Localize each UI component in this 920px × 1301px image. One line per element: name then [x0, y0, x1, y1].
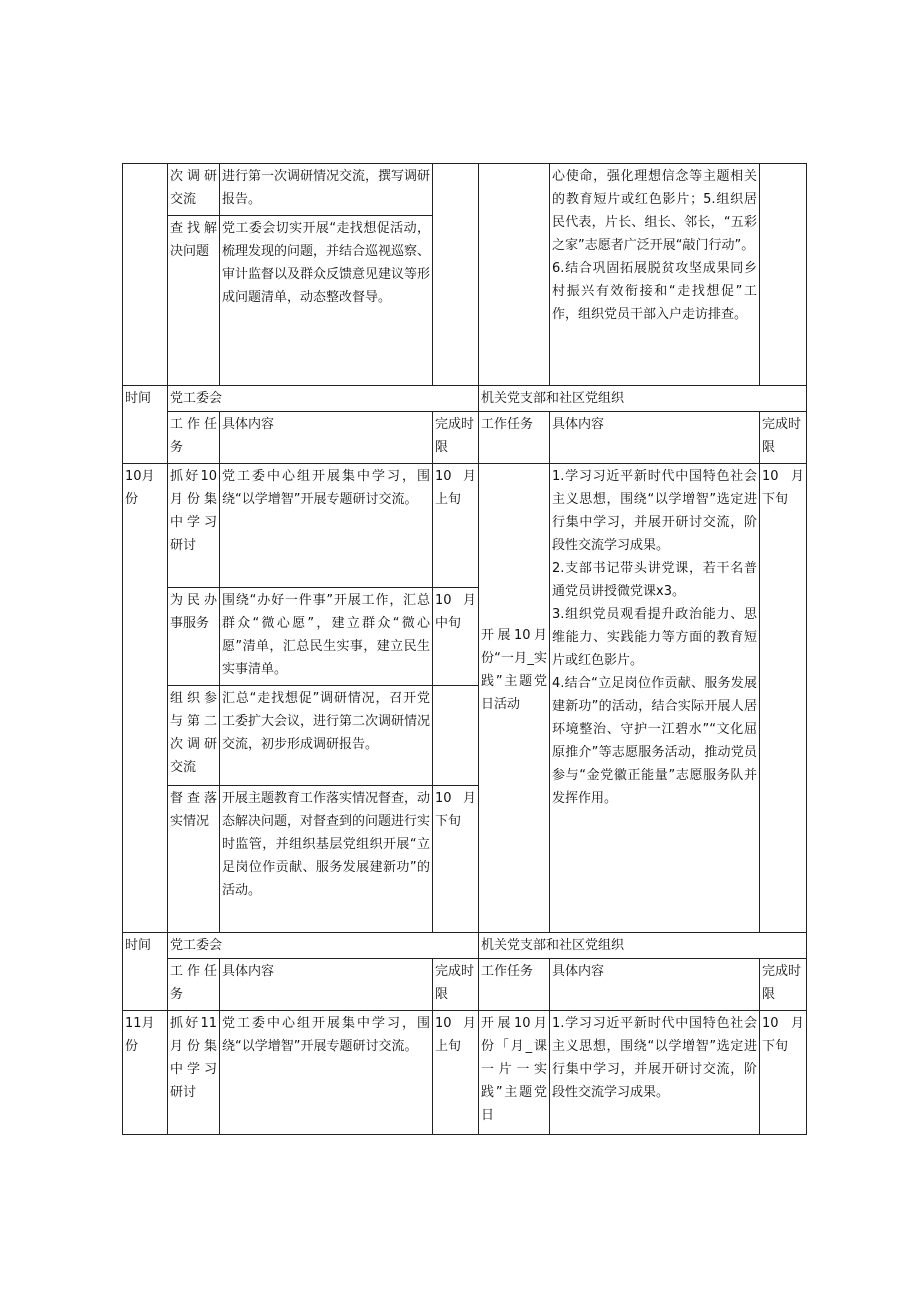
header-columns-row — [123, 412, 807, 464]
task-header: 工作任务 — [168, 412, 220, 464]
content-cell: 汇总“走找想促”调研情况，召开党工委扩大会议，进行第二次调研情况交流，初步形成调研报告。 — [220, 686, 433, 786]
branch-deadline-header: 完成时限 — [760, 959, 807, 1011]
deadline-cell: 10月上旬 — [433, 1011, 479, 1135]
branch-header: 机关党支部和社区党组织 — [479, 933, 807, 959]
deadline-cell: 10月上旬 — [433, 464, 479, 588]
content-cell: 围绕“办好一件事”开展工作，汇总群众“微心愿”，建立群众“微心愿”清单，汇总民生实事，建立民生实事清单。 — [220, 588, 433, 686]
work-plan-table — [122, 163, 807, 1135]
branch-task-cell: 开展10月份“一月_实践”主题党日活动 — [479, 464, 550, 933]
branch-content-cell: 心使命，强化理想信念等主题相关的教育短片或红色影片；5.组织居民代表，片长、组长、邻长，“五彩之家”志愿者广泛开展“敲门行动”。 6.结合巩固拓展脱贫攻坚成果同乡村振兴有效衔接和“走找想促”工作，组织党员干部入户走访排查。 — [550, 164, 760, 386]
task-cell: 为民办事服务 — [168, 588, 220, 686]
content-cell: 党工委中心组开展集中学习，围绕“以学增智”开展专题研讨交流。 — [220, 464, 433, 588]
task-cell: 督查落实情况 — [168, 786, 220, 933]
branch-task-header: 工作任务 — [479, 412, 550, 464]
branch-deadline-cell: 10月下旬 — [760, 464, 807, 933]
task-cell: 查找解决问题 — [168, 216, 220, 386]
branch-deadline-cell-empty — [760, 164, 807, 386]
task-header: 工作任务 — [168, 959, 220, 1011]
task-cell: 组织参与第二次调研交流 — [168, 686, 220, 786]
content-cell: 进行第一次调研情况交流，撰写调研报告。 — [220, 164, 433, 216]
deadline-cell-empty — [433, 164, 479, 386]
deadline-cell: 10月下旬 — [433, 786, 479, 933]
content-header: 具体内容 — [220, 959, 433, 1011]
committee-header: 党工委会 — [168, 386, 479, 412]
committee-header: 党工委会 — [168, 933, 479, 959]
content-cell: 党工委中心组开展集中学习，围绕“以学增智”开展专题研讨交流。 — [220, 1011, 433, 1135]
branch-content-cell: 1.学习习近平新时代中国特色社会主义思想，围绕“以学增智”选定进行集中学习，并展开研讨交流，阶段性交流学习成果。 2.支部书记带头讲党课，若干名普通党员讲授微党课x3。 3.组织党员观看提升政治能力、思维能力、实践能力等方面的教育短片或红色影片。 4.结合“立足岗位作贡献、服务发展建新功”的活动，结合实际开展人居环境整治、守护一江碧水”“文化屈原推介”等志愿服务活动，推动党员参与“金党徽正能量”志愿服务队并发挥作用。 — [550, 464, 760, 933]
task-cell: 抓好10月份集中学习研讨 — [168, 464, 220, 588]
month-cell: 11月份 — [123, 1011, 168, 1135]
branch-content-header: 具体内容 — [550, 412, 760, 464]
month-cell: 10月份 — [123, 464, 168, 933]
oct-row-1 — [123, 464, 807, 588]
branch-task-cell: 开展10月份「月_课一片一实践”主题党日 — [479, 1011, 550, 1135]
header-group-row — [123, 933, 807, 959]
header-columns-row — [123, 959, 807, 1011]
branch-content-header: 具体内容 — [550, 959, 760, 1011]
time-cell-empty — [123, 164, 168, 386]
content-cell: 开展主题教育工作落实情况督查，动态解决问题，对督查到的问题进行实时监管，并组织基层党组织开展“立足岗位作贡献、服务发展建新功”的活动。 — [220, 786, 433, 933]
task-cell: 次调研交流 — [168, 164, 220, 216]
header-group-row — [123, 386, 807, 412]
deadline-cell: 10月中旬 — [433, 588, 479, 686]
branch-deadline-cell: 10月下旬 — [760, 1011, 807, 1135]
time-header: 时间 — [123, 933, 168, 1011]
branch-task-cell-empty — [479, 164, 550, 386]
task-cell: 抓好11月份集中学习研讨 — [168, 1011, 220, 1135]
top-row-1 — [123, 164, 807, 216]
content-header: 具体内容 — [220, 412, 433, 464]
branch-deadline-header: 完成时限 — [760, 412, 807, 464]
nov-row-1 — [123, 1011, 807, 1135]
time-header: 时间 — [123, 386, 168, 464]
deadline-header: 完成时限 — [433, 412, 479, 464]
branch-content-cell: 1.学习习近平新时代中国特色社会主义思想，围绕“以学增智”选定进行集中学习，并展开研讨交流，阶段性交流学习成果。 — [550, 1011, 760, 1135]
content-cell: 党工委会切实开展“走找想促活动，梳理发现的问题，并结合巡视巡察、审计监督以及群众反馈意见建议等形成问题清单，动态整改督导。 — [220, 216, 433, 386]
deadline-cell — [433, 686, 479, 786]
branch-header: 机关党支部和社区党组织 — [479, 386, 807, 412]
branch-task-header: 工作任务 — [479, 959, 550, 1011]
deadline-header: 完成时限 — [433, 959, 479, 1011]
